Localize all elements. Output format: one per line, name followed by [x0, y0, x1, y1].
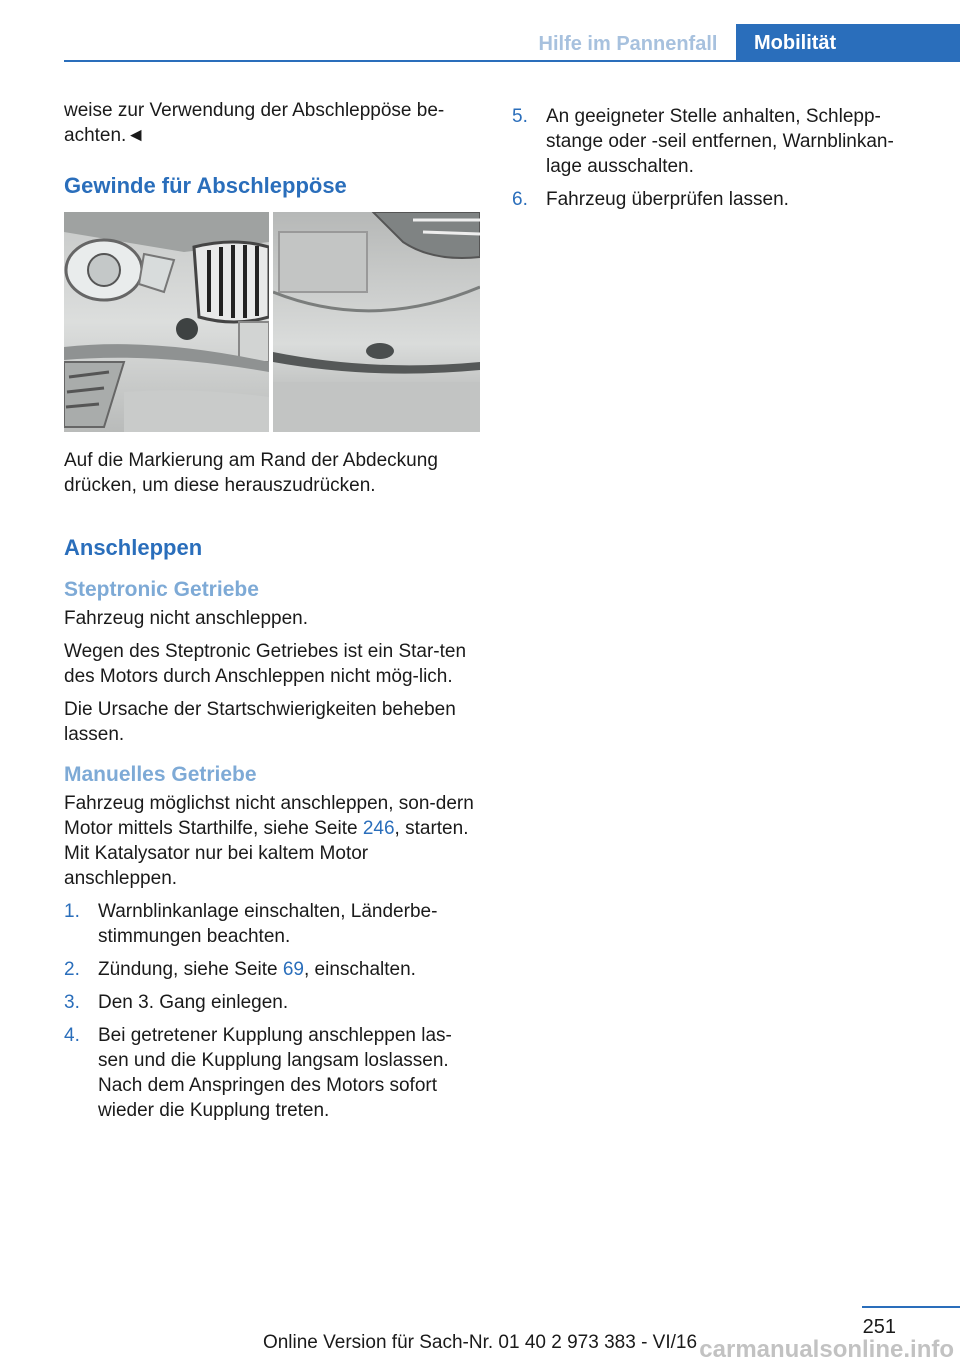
header-rule	[64, 60, 960, 62]
subheading-steptronic: Steptronic Getriebe	[64, 578, 259, 601]
list-item	[64, 957, 482, 982]
heading-tow-start: Anschleppen	[64, 535, 203, 560]
step-text-after: , einschalten.	[304, 959, 416, 980]
header-section-tab: Hilfe im Pannenfall	[538, 33, 718, 55]
manual-text-before: Fahrzeug möglichst nicht anschleppen, son-dern Motor mittels Starthilfe, siehe Seite	[64, 793, 474, 839]
footer-version-text: Online Version für Sach-Nr. 01 40 2 973 383 - VI/16	[262, 1332, 698, 1353]
list-item	[64, 1023, 482, 1123]
step-text: Fahrzeug überprüfen lassen.	[546, 189, 789, 210]
list-item	[512, 104, 922, 179]
right-column	[512, 98, 922, 220]
step-number: 1.	[64, 901, 80, 922]
footer-rule	[862, 1306, 960, 1308]
manual-paragraph	[64, 791, 482, 891]
watermark: carmanualsonline.info	[699, 1336, 954, 1363]
subheading-manual: Manuelles Getriebe	[64, 763, 257, 786]
front-bumper-image	[64, 212, 269, 432]
rear-bumper-image	[273, 212, 480, 432]
step-text: An geeigneter Stelle anhalten, Schlepp-stange oder -seil entfernen, Warnblinkan-lage ausschalten.	[546, 106, 894, 177]
page-link-69[interactable]: 69	[282, 959, 304, 980]
tow-eye-cover-image	[64, 212, 480, 432]
list-item	[512, 187, 922, 212]
steptronic-paragraph-1: Fahrzeug nicht anschleppen.	[64, 608, 308, 629]
header-chapter-tab: Mobilität	[736, 24, 960, 62]
tow-steps-list	[64, 899, 482, 1123]
list-item	[64, 990, 482, 1015]
left-column	[64, 98, 482, 1131]
step-text: Warnblinkanlage einschalten, Länderbe-stimmungen beachten.	[98, 901, 438, 947]
steptronic-paragraph-2: Wegen des Steptronic Getriebes ist ein Star-ten des Motors durch Anschleppen nicht mög-lich.	[64, 641, 467, 687]
step-text: Den 3. Gang einlegen.	[98, 992, 289, 1013]
intro-line: weise zur Verwendung der Abschleppöse be-achten.◄	[64, 100, 445, 146]
list-item	[64, 899, 482, 949]
page-number: 251	[862, 1316, 896, 1338]
manual-text-after: , starten. Mit Katalysator nur bei kaltem Motor anschleppen.	[64, 818, 469, 889]
image-caption: Auf die Markierung am Rand der Abdeckung drücken, um diese herauszudrücken.	[64, 450, 438, 496]
step-number: 4.	[64, 1025, 80, 1046]
step-text-before: Zündung, siehe Seite	[98, 959, 283, 980]
steptronic-paragraph-3: Die Ursache der Startschwierigkeiten beheben lassen.	[64, 699, 456, 745]
step-number: 5.	[512, 106, 528, 127]
step-number: 3.	[64, 992, 80, 1013]
step-number: 6.	[512, 189, 528, 210]
heading-tow-eye-thread: Gewinde für Abschleppöse	[64, 173, 347, 198]
step-number: 2.	[64, 959, 80, 980]
step-text: Bei getretener Kupplung anschleppen las-sen und die Kupplung langsam loslassen. Nach dem Anspringen des Motors sofort wieder die Kupplung treten.	[98, 1025, 452, 1121]
page-link-246[interactable]: 246	[362, 818, 395, 839]
tow-steps-list-continued	[512, 104, 922, 212]
